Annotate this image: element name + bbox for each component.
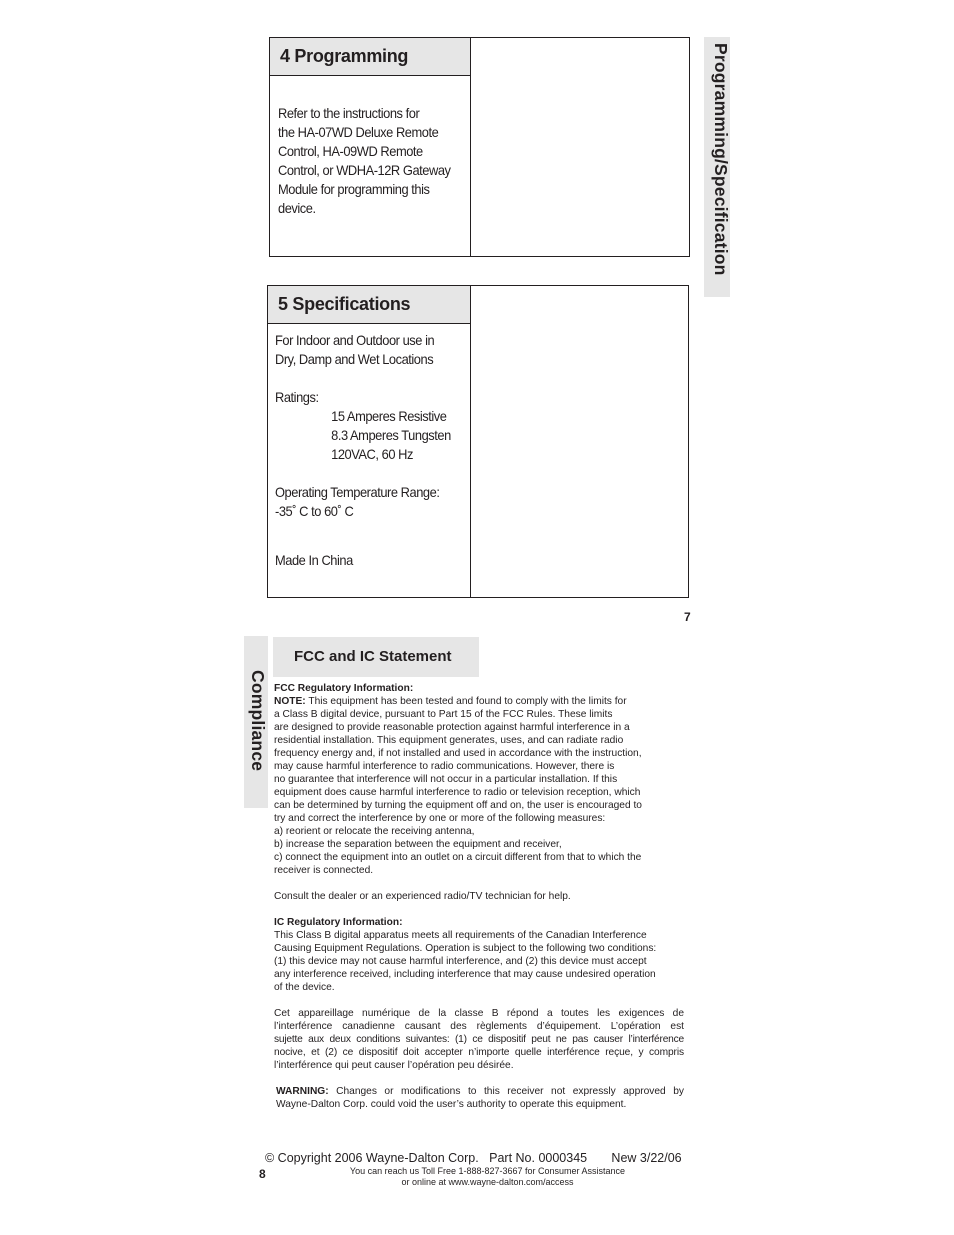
programming-specification-tab (704, 37, 730, 297)
fcc-note-line: receiver is connected. (274, 865, 374, 876)
fcc-note-line: a) reorient or relocate the receiving antenna, (274, 826, 475, 837)
fcc-note-line: can be determined by turning the equipment off and on, the user is encouraged to (274, 800, 642, 811)
programming-specification-tab-label: Programming/Specification (711, 43, 731, 276)
ic-french-line: nocive, et (2) ce dispositif doit accepter n’importe quelle interférence reçue, y compris (274, 1047, 684, 1058)
warning-line: Wayne-Dalton Corp. could void the user’s authority to operate this equipment. (276, 1099, 627, 1110)
page-number-8: 8 (259, 1167, 266, 1181)
ic-line: Causing Equipment Regulations. Operation is subject to the following two conditions: (274, 943, 657, 954)
rating-value: 8.3 Amperes Tungsten (331, 427, 451, 443)
fcc-heading-bar (273, 637, 479, 677)
fcc-note-line: are designed to provide reasonable protection against harmful interference in a (274, 722, 630, 733)
ratings-label: Ratings: (275, 389, 319, 405)
specifications-heading-bar (268, 286, 471, 324)
warning (274, 1085, 684, 1098)
fcc-note-line: c) connect the equipment into an outlet on a circuit different from that to which the (274, 852, 642, 863)
programming-line: Refer to the instructions for (278, 105, 420, 121)
fcc-note-line: b) increase the separation between the equipment and receiver, (274, 839, 562, 850)
programming-heading: 4 Programming (280, 46, 409, 66)
ic-line: (1) this device may not cause harmful interference, and (2) this device must accept (274, 956, 647, 967)
temperature-label: Operating Temperature Range: (275, 484, 440, 500)
ic-title: IC Regulatory Information: (274, 917, 403, 928)
programming-line: Module for programming this (278, 181, 430, 197)
fcc-consult: Consult the dealer or an experienced radio/TV technician for help. (274, 891, 571, 902)
fcc-note (274, 695, 684, 708)
fcc-title: FCC Regulatory Information: (274, 683, 414, 694)
temperature-value: -35˚ C to 60˚ C (275, 503, 354, 519)
location-line: Dry, Damp and Wet Locations (275, 351, 434, 367)
ic-line: any interference received, including interference that may cause undesired operation (274, 969, 656, 980)
fcc-note-line: residential installation. This equipment generates, uses, and can radiate radio (274, 735, 624, 746)
programming-line: the HA-07WD Deluxe Remote (278, 124, 439, 140)
note-label: NOTE: (274, 696, 306, 707)
contact-web: or online at www.wayne-dalton.com/access (401, 1177, 574, 1187)
specifications-divider (470, 285, 471, 598)
warning-line: Changes or modifications to this receiver not expressly approved by (328, 1086, 684, 1097)
location-line: For Indoor and Outdoor use in (275, 332, 435, 348)
specifications-heading: 5 Specifications (278, 294, 411, 314)
specifications-text (275, 331, 468, 570)
fcc-note-line: may cause harmful interference to radio communications. However, there is (274, 761, 615, 772)
fcc-statement (274, 682, 684, 1111)
fcc-note-line: try and correct the interference by one or more of the following measures: (274, 813, 606, 824)
compliance-tab (244, 636, 268, 808)
ic-line: This Class B digital apparatus meets all requirements of the Canadian Interference (274, 930, 647, 941)
rating-value: 15 Amperes Resistive (331, 408, 447, 424)
ic-french-line: l’interférence qui peut causer l’opération peu désirée. (274, 1060, 514, 1071)
country-of-origin: Made In China (275, 552, 353, 568)
programming-text (278, 104, 471, 218)
ic-french-line: sujette aux deux conditions suivantes: (1) ce dispositif peut ne pas causer l’interférence (274, 1034, 684, 1045)
ic-french-line: Cet appareillage numérique de la classe B répond a toutes les exigences de (274, 1008, 684, 1019)
contact-phone: You can reach us Toll Free 1-888-827-3667 for Consumer Assistance (349, 1166, 626, 1176)
fcc-note-line: frequency energy and, if not installed and used in accordance with the instruction, (274, 748, 642, 759)
fcc-heading: FCC and IC Statement (294, 648, 452, 665)
ic-french-line: l’interférence canadienne causant des règlements d’équipement. L’opération est (274, 1021, 684, 1032)
programming-heading-bar (270, 38, 471, 76)
programming-line: Control, HA-09WD Remote (278, 143, 423, 159)
compliance-tab-label: Compliance (248, 670, 268, 772)
warning-label: WARNING: (276, 1086, 329, 1097)
fcc-note-line: This equipment has been tested and found to comply with the limits for (305, 696, 627, 707)
fcc-note-line: no guarantee that interference will not occur in a particular installation. If this (274, 774, 618, 785)
fcc-note-line: equipment does cause harmful interference to radio or television reception, which (274, 787, 641, 798)
programming-line: device. (278, 200, 316, 216)
footer-contact (300, 1166, 675, 1188)
copyright-line: © Copyright 2006 Wayne-Dalton Corp. Part No. 0000345 New 3/22/06 (265, 1151, 682, 1165)
programming-line: Control, or WDHA-12R Gateway (278, 162, 451, 178)
page-number-7: 7 (684, 610, 691, 624)
fcc-note-line: a Class B digital device, pursuant to Part 15 of the FCC Rules. These limits (274, 709, 613, 720)
ic-line: of the device. (274, 982, 335, 993)
rating-value: 120VAC, 60 Hz (331, 446, 413, 462)
